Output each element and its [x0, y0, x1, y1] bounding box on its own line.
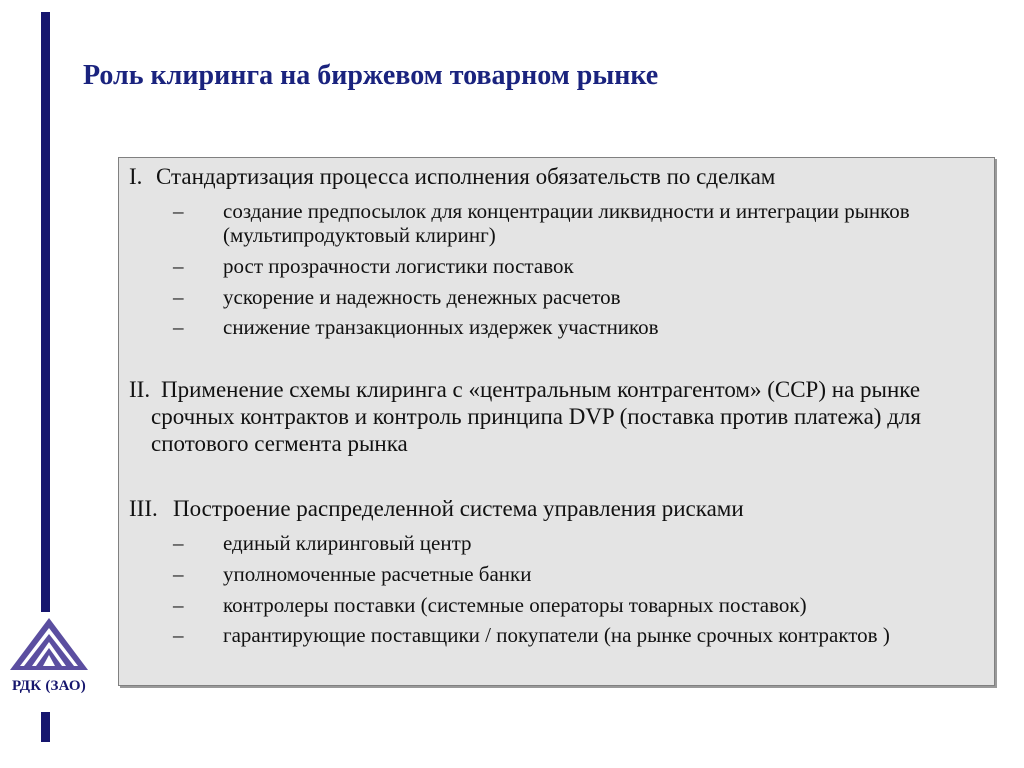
section-1-item-text: снижение транзакционных издержек участников	[223, 315, 659, 339]
section-3-item-text: единый клиринговый центр	[223, 531, 472, 555]
left-accent-bar	[41, 12, 50, 612]
section-1-item-text: рост прозрачности логистики поставок	[223, 254, 574, 278]
section-3-number: III.	[129, 496, 158, 521]
content-box	[118, 157, 995, 686]
section-3-item	[173, 531, 976, 555]
dash: –	[173, 562, 184, 586]
section-1-item	[173, 315, 976, 339]
dash: –	[173, 623, 184, 647]
section-2-number: II.	[129, 377, 151, 402]
logo-triangles-icon	[8, 614, 90, 674]
dash: –	[173, 254, 184, 278]
section-1-heading	[129, 163, 984, 190]
section-3-item	[173, 593, 976, 617]
section-2-text	[129, 376, 954, 457]
dash: –	[173, 285, 184, 309]
section-3-text: Построение распределенной система управления рисками	[173, 496, 744, 521]
logo-text: РДК (ЗАО)	[12, 678, 86, 694]
section-3-item	[173, 623, 976, 647]
company-logo	[2, 614, 96, 714]
section-1-text: Стандартизация процесса исполнения обязательств по сделкам	[156, 164, 776, 189]
dash: –	[173, 199, 184, 223]
dash: –	[173, 593, 184, 617]
section-3-item-text: гарантирующие поставщики / покупатели (на рынке срочных контрактов )	[223, 623, 890, 647]
section-1-item	[173, 199, 976, 247]
section-1-item-text: создание предпосылок для концентрации ликвидности и интеграции рынков (мультипродуктовый клиринг)	[223, 199, 910, 247]
section-2-heading	[129, 376, 954, 457]
dash: –	[173, 531, 184, 555]
section-3-item-text: контролеры поставки (системные операторы товарных поставок)	[223, 593, 807, 617]
slide-title: Роль клиринга на биржевом товарном рынке	[83, 60, 659, 91]
section-1-item-text: ускорение и надежность денежных расчетов	[223, 285, 621, 309]
section-3-item	[173, 562, 976, 586]
section-1-item	[173, 285, 976, 309]
section-1-number: I.	[129, 164, 143, 189]
section-2-text-content: Применение схемы клиринга с «центральным контрагентом» (ССР) на рынке срочных контрактов и контроль принципа DVP (поставка против платежа) для спотового сегмента рынка	[151, 377, 921, 456]
dash: –	[173, 315, 184, 339]
left-accent-bar-bottom	[41, 712, 50, 742]
section-3-item-text: уполномоченные расчетные банки	[223, 562, 532, 586]
section-3-heading	[129, 495, 984, 522]
section-1-item	[173, 254, 976, 278]
